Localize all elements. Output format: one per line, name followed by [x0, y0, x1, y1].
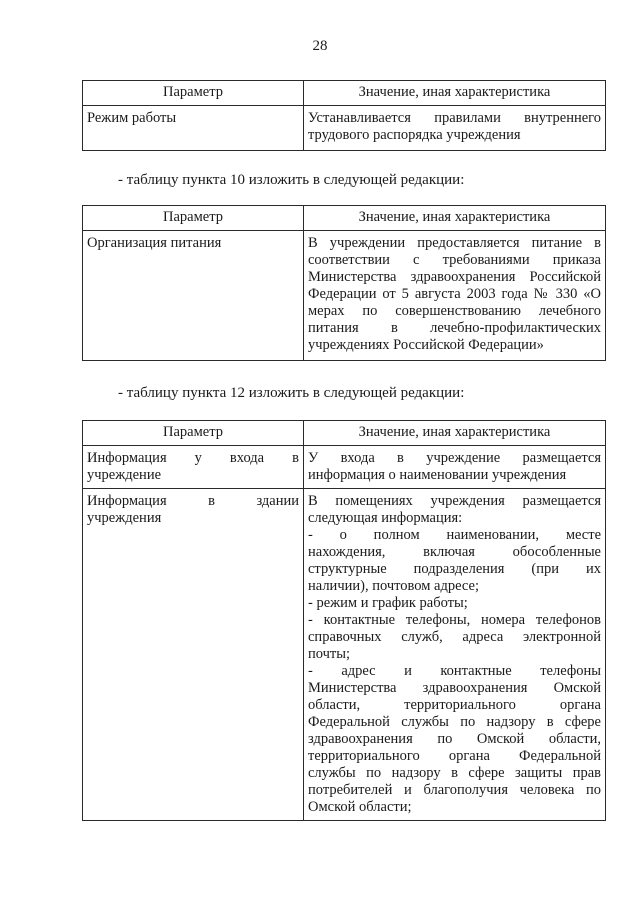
- value-line: - адрес и контактные телефоны: [308, 663, 601, 679]
- value-line: следующая информация:: [308, 510, 463, 526]
- value-cell: [304, 489, 606, 821]
- param-line: учреждения: [87, 510, 162, 526]
- value-line: Министерства здравоохранения Омской: [308, 680, 601, 696]
- value-line: области, территориального органа: [308, 697, 601, 713]
- value-line: - режим и график работы;: [308, 595, 468, 611]
- value-line: В помещениях учреждения размещается: [308, 493, 601, 509]
- value-line: Омской области;: [308, 799, 412, 815]
- table-row: [83, 489, 606, 821]
- value-line: почты;: [308, 646, 351, 662]
- table-row: [83, 446, 606, 489]
- value-line: - о полном наименовании, месте: [308, 527, 601, 543]
- page-number: 28: [312, 38, 328, 54]
- param-cell: [83, 446, 304, 489]
- table-row: [83, 231, 606, 361]
- table-work-schedule: [82, 80, 606, 151]
- param-line: Информация у входа в: [87, 450, 299, 466]
- value-line: структурные подразделения (при их: [308, 561, 601, 577]
- value-line: нахождения, включая обособленные: [308, 544, 601, 560]
- value-line: соответствии с требованиями приказа: [308, 252, 601, 268]
- value-line: питания в лечебно-профилактических: [308, 320, 601, 336]
- param-cell: Режим работы: [83, 106, 304, 151]
- table-header-value: Значение, иная характеристика: [304, 421, 606, 446]
- value-line: мерах по совершенствованию лечебного: [308, 303, 601, 319]
- value-line: наличии), почтовом адресе;: [308, 578, 479, 594]
- value-line: территориального органа Федеральной: [308, 748, 601, 764]
- value-line: здравоохранения по Омской области,: [308, 731, 601, 747]
- table-header-value: Значение, иная характеристика: [304, 206, 606, 231]
- param-cell: Организация питания: [83, 231, 304, 361]
- value-line: трудового распорядка учреждения: [308, 127, 521, 143]
- table-header-parameter: Параметр: [83, 421, 304, 446]
- value-line: службы по надзору в сфере защиты прав: [308, 765, 601, 781]
- value-line: потребителей и благополучия человека по: [308, 782, 601, 798]
- value-line: Федерации от 5 августа 2003 года № 330 «О: [308, 286, 601, 302]
- table-header-parameter: Параметр: [83, 206, 304, 231]
- param-cell: [83, 489, 304, 821]
- intro-paragraph-10: - таблицу пункта 10 изложить в следующей редакции:: [118, 172, 465, 188]
- value-line: учреждениях Российской Федерации»: [308, 337, 544, 353]
- table-header-parameter: Параметр: [83, 81, 304, 106]
- intro-paragraph-12: - таблицу пункта 12 изложить в следующей редакции:: [118, 385, 465, 401]
- table-nutrition: [82, 205, 606, 361]
- value-line: В учреждении предоставляется питание в: [308, 235, 601, 251]
- param-line: Информация в здании: [87, 493, 299, 509]
- value-cell: [304, 231, 606, 361]
- param-line: учреждение: [87, 467, 162, 483]
- value-line: - контактные телефоны, номера телефонов: [308, 612, 601, 628]
- value-line: Министерства здравоохранения Российской: [308, 269, 601, 285]
- table-information: [82, 420, 606, 821]
- value-line: Устанавливается правилами внутреннего: [308, 110, 601, 126]
- table-header-value: Значение, иная характеристика: [304, 81, 606, 106]
- value-line: справочных служб, адреса электронной: [308, 629, 601, 645]
- value-line: информация о наименовании учреждения: [308, 467, 567, 483]
- value-line: У входа в учреждение размещается: [308, 450, 601, 466]
- value-line: Федеральной службы по надзору в сфере: [308, 714, 601, 730]
- table-row: [83, 106, 606, 151]
- value-cell: [304, 106, 606, 151]
- value-cell: [304, 446, 606, 489]
